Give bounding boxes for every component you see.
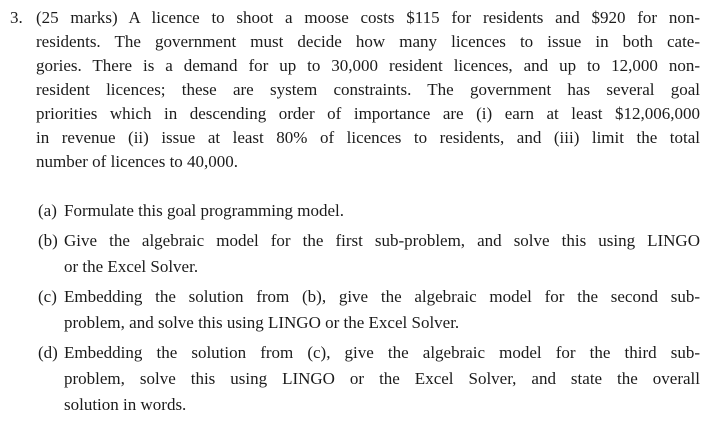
part-d-line-1: Embedding the solution from (c), give the algebraic model for the third sub- (64, 343, 700, 362)
part-c-line-2: problem, and solve this using LINGO or the Excel Solver. (64, 313, 460, 332)
part-d-label: (d) (38, 343, 58, 362)
statement-line-7: number of licences to 40,000. (36, 152, 239, 171)
part-d-line-3: solution in words. (64, 395, 187, 414)
part-c-text (64, 284, 700, 336)
part-b-label: (b) (38, 231, 58, 250)
statement-line-4: resident licences; these are system constraints. The government has several goal (36, 80, 700, 99)
part-d-text (64, 340, 700, 418)
statement-line-2: residents. The government must decide how many licences to issue in both cate- (36, 32, 700, 51)
part-d (38, 340, 710, 418)
problem-parts-list (38, 198, 710, 418)
part-c-label: (c) (38, 287, 57, 306)
statement-line-1: (25 marks) A licence to shoot a moose costs $115 for residents and $920 for non- (36, 8, 700, 27)
statement-line-3: gories. There is a demand for up to 30,000 resident licences, and up to 12,000 non- (36, 56, 700, 75)
problem-statement (36, 6, 700, 174)
part-b-text (64, 228, 700, 280)
statement-line-5: priorities which in descending order of importance are (i) earn at least $12,006,000 (36, 104, 700, 123)
part-a-line-1: Formulate this goal programming model. (64, 201, 344, 220)
part-a-label: (a) (38, 201, 57, 220)
part-d-line-2: problem, solve this using LINGO or the Excel Solver, and state the overall (64, 369, 700, 388)
part-b (38, 228, 710, 280)
part-b-line-1: Give the algebraic model for the first sub-problem, and solve this using LINGO (64, 231, 700, 250)
problem-number: 3. (10, 8, 23, 27)
problem-3 (10, 6, 710, 422)
part-b-line-2: or the Excel Solver. (64, 257, 199, 276)
part-a (38, 198, 710, 224)
part-c-line-1: Embedding the solution from (b), give the algebraic model for the second sub- (64, 287, 700, 306)
statement-line-6: in revenue (ii) issue at least 80% of licences to residents, and (iii) limit the total (36, 128, 700, 147)
part-c (38, 284, 710, 336)
part-a-text (64, 198, 700, 224)
